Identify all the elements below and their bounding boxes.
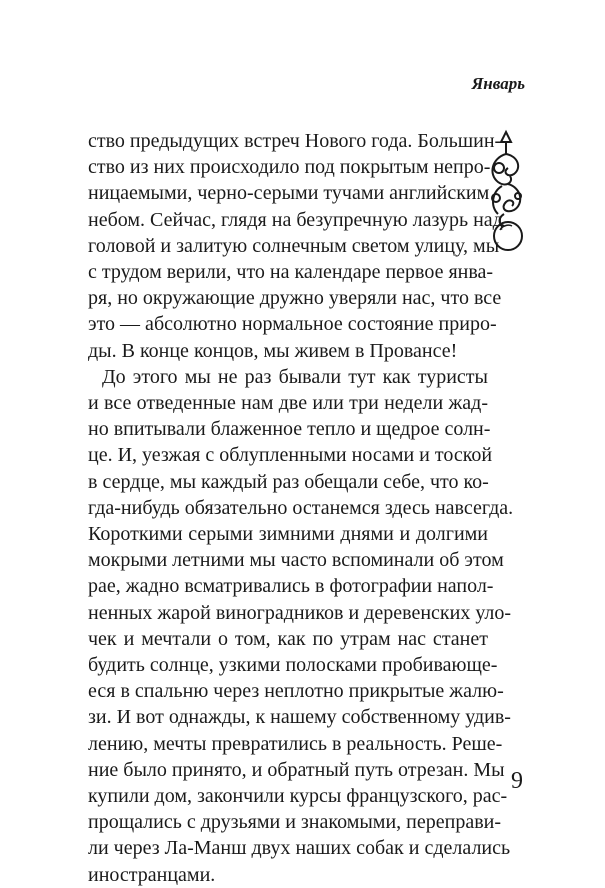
text-line: это — абсолютно нормальное состояние приро- (88, 313, 497, 336)
text-line: До этого мы не раз бывали тут как туристы (102, 365, 488, 388)
text-line: небом. Сейчас, глядя на безупречную лазурь над (88, 208, 503, 231)
text-line: гда-нибудь обязательно останемся здесь навсегда. (88, 496, 514, 519)
running-head-title: Январь (471, 74, 525, 93)
text-line: Короткими серыми зимними днями и долгими (88, 523, 488, 546)
text-line: головой и залитую солнечным светом улицу, мы (88, 234, 500, 257)
text-line: лению, мечты превратились в реальность. Реше- (88, 732, 503, 755)
text-line: ние было принято, и обратный путь отрезан. Мы (88, 758, 505, 781)
body-text (88, 128, 514, 888)
text-line: ли через Ла-Манш двух наших собак и сделались (88, 837, 511, 860)
text-line: но впитывали блаженное тепло и щедрое солн- (88, 418, 491, 441)
text-line: еся в спальню через неплотно прикрытые жалю- (88, 680, 504, 703)
text-line: зи. И вот однажды, к нашему собственному удив- (88, 706, 511, 729)
text-line: с трудом верили, что на календаре первое янва- (88, 261, 494, 284)
text-line: ря, но окружающие дружно уверяли нас, что все (88, 287, 502, 310)
text-line: иностранцами. (88, 863, 216, 886)
text-line: мокрыми летними мы часто вспоминали об этом (88, 549, 504, 572)
text-line: ницаемыми, черно-серыми тучами английским (88, 182, 490, 205)
text-line: чек и мечтали о том, как по утрам нас станет (88, 627, 488, 650)
text-line: це. И, уезжая с облупленными носами и тоской (88, 444, 493, 467)
text-line: ненных жарой виноградников и деревенских уло- (88, 601, 512, 624)
paragraph-2 (88, 364, 514, 888)
text-line: будить солнце, узкими полосками пробивающе- (88, 654, 498, 677)
text-line: ство предыдущих встреч Нового года. Большин- (88, 130, 502, 152)
text-line: прощались с друзьями и знакомыми, переправи- (88, 811, 502, 834)
text-line: в сердце, мы каждый раз обещали себе, что ко- (88, 470, 489, 493)
text-line: ды. В конце концов, мы живем в Провансе! (88, 339, 458, 362)
text-line: рае, жадно всматривались в фотографии напол- (88, 575, 494, 598)
text-line: и все отведенные нам две или три недели жад- (88, 392, 488, 415)
text-line: ство из них происходило под покрытым непро- (88, 156, 491, 179)
text-line: купили дом, закончили курсы французского, рас- (88, 785, 508, 808)
paragraph-1 (88, 128, 503, 364)
page-number: 9 (511, 768, 523, 794)
